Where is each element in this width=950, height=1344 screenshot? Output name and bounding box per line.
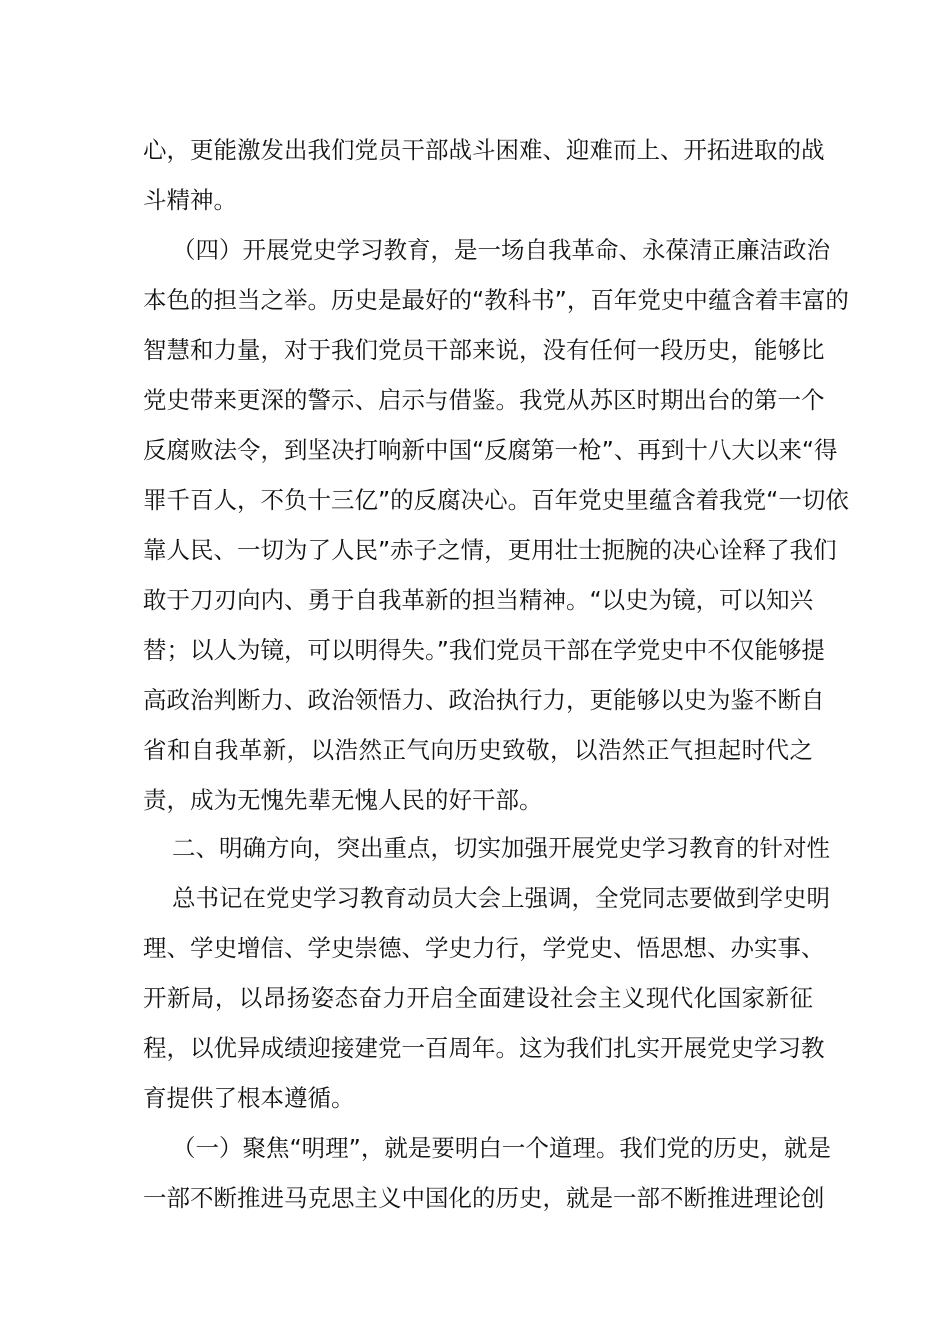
text-line: 心，更能激发出我们党员干部战斗困难、迎难而上、开拓进取的战 xyxy=(143,136,825,164)
text-line: 理、学史增信、学史崇德、学史力行，学党史、悟思想、办实事、 xyxy=(143,934,825,962)
text-line: 反腐败法令，到坚决打响新中国“反腐第一枪”、再到十八大以来“得 xyxy=(143,436,838,464)
text-line: 靠人民、一切为了人民”赤子之情，更用壮士扼腕的决心诠释了我们 xyxy=(143,536,837,564)
text-line: 罪千百人，不负十三亿”的反腐决心。百年党史里蕴含着我党“一切依 xyxy=(143,486,849,514)
section-heading: 二、明确方向，突出重点，切实加强开展党史学习教育的针对性 xyxy=(172,834,830,862)
text-line: 高政治判断力、政治领悟力、政治执行力，更能够以史为鉴不断自 xyxy=(143,686,825,714)
text-line: （一）聚焦“明理”，就是要明白一个道理。我们党的历史，就是 xyxy=(172,1134,831,1162)
text-line: 程，以优异成绩迎接建党一百周年。这为我们扎实开展党史学习教 xyxy=(143,1034,825,1062)
text-line: 省和自我革新，以浩然正气向历史致敬，以浩然正气担起时代之 xyxy=(143,736,813,764)
text-line: 责，成为无愧先辈无愧人民的好干部。 xyxy=(143,786,543,814)
text-line: 一部不断推进马克思主义中国化的历史，就是一部不断推进理论创 xyxy=(143,1184,825,1212)
text-line: 斗精神。 xyxy=(143,186,237,214)
text-line: 开新局，以昂扬姿态奋力开启全面建设社会主义现代化国家新征 xyxy=(143,984,813,1012)
text-line: 敢于刀刃向内、勇于自我革新的担当精神。“以史为镜，可以知兴 xyxy=(143,586,814,614)
text-line: 替；以人为镜，可以明得失。”我们党员干部在学党史中不仅能够提 xyxy=(143,636,825,664)
text-line: 党史带来更深的警示、启示与借鉴。我党从苏区时期出台的第一个 xyxy=(143,386,825,414)
text-line: 智慧和力量，对于我们党员干部来说，没有任何一段历史，能够比 xyxy=(143,336,825,364)
text-line: （四）开展党史学习教育，是一场自我革命、永葆清正廉洁政治 xyxy=(172,236,830,264)
text-line: 总书记在党史学习教育动员大会上强调，全党同志要做到学史明 xyxy=(172,884,830,912)
text-line: 本色的担当之举。历史是最好的“教科书”，百年党史中蕴含着丰富的 xyxy=(143,286,849,314)
text-line: 育提供了根本遵循。 xyxy=(143,1084,355,1112)
